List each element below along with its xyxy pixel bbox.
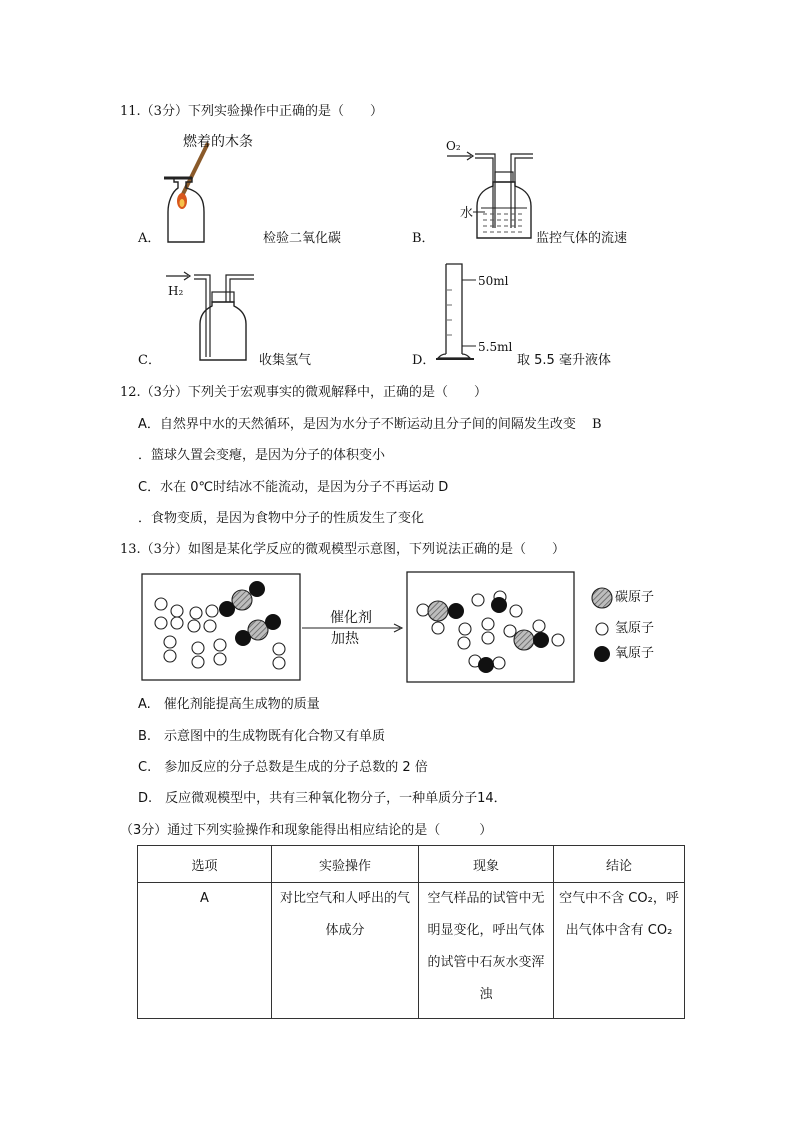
q12-line-1-tail: B bbox=[592, 417, 602, 432]
fig-b-gas-washing-bottle bbox=[445, 142, 555, 242]
q11-option-b-letter: B． bbox=[412, 231, 435, 246]
table-cell-option: A bbox=[138, 883, 272, 1019]
q13-option-a: A. 催化剂能提高生成物的质量 bbox=[138, 697, 320, 712]
legend-carbon: 碳原子 bbox=[615, 590, 655, 605]
legend-oxygen-swatch bbox=[594, 646, 610, 662]
arrow-label-heat: 加热 bbox=[331, 631, 359, 647]
fig-c-collection-bottle bbox=[160, 266, 270, 361]
q11-option-a-letter: A． bbox=[138, 231, 161, 246]
q11-option-b-desc: 监控气体的流速 bbox=[536, 231, 628, 246]
q11-option-d-letter: D． bbox=[412, 353, 436, 368]
q13-option-b: B. 示意图中的生成物既有化合物又有单质 bbox=[138, 729, 386, 744]
q12-line-2: ．篮球久置会变瘪，是因为分子的体积变小 bbox=[138, 448, 386, 463]
fig-b-gas-label: O₂ bbox=[446, 139, 461, 153]
q12-line-4: ．食物变质，是因为食物中分子的性质发生了变化 bbox=[138, 511, 425, 526]
legend-carbon-swatch bbox=[592, 588, 612, 608]
legend-hydrogen: 氢原子 bbox=[615, 621, 655, 636]
table-cell-conclusion: 空气中不含 CO₂，呼 出气体中含有 CO₂ bbox=[554, 883, 685, 1019]
q13-reaction-diagram bbox=[142, 570, 682, 685]
fig-a-label: 燃着的木条 bbox=[183, 134, 253, 150]
table-row bbox=[138, 883, 685, 1019]
q12-line-3: C．水在 0℃时结冰不能流动，是因为分子不再运动 D bbox=[138, 480, 449, 495]
q11-option-a-desc: 检验二氧化碳 bbox=[263, 231, 342, 246]
q12-line-1: A．自然界中水的天然循环，是因为水分子不断运动且分子间的间隔发生改变 bbox=[138, 417, 576, 432]
fig-b-water-label: 水 bbox=[460, 206, 474, 221]
q11-stem: 11.（3分）下列实验操作中正确的是（ ） bbox=[120, 104, 383, 119]
q12-stem: 12.（3分）下列关于宏观事实的微观解释中，正确的是（ ） bbox=[120, 385, 487, 400]
arrow-label-catalyst: 催化剂 bbox=[330, 610, 372, 626]
q14-table bbox=[137, 845, 685, 1019]
fig-d-mark-label: 5.5ml bbox=[478, 340, 513, 354]
table-cell-phenomenon: 空气样品的试管中无 明显变化，呼出气体 的试管中石灰水变浑 浊 bbox=[419, 883, 554, 1019]
q11-option-c-letter: C． bbox=[138, 353, 161, 368]
q13-option-d: D. 反应微观模型中，共有三种氧化物分子，一种单质分子14． bbox=[138, 791, 507, 806]
q14-stem: （3分）通过下列实验操作和现象能得出相应结论的是（ ） bbox=[120, 823, 493, 838]
table-header-phenomenon: 现象 bbox=[419, 846, 554, 883]
table-header-conclusion: 结论 bbox=[554, 846, 685, 883]
fig-c-gas-label: H₂ bbox=[168, 284, 184, 298]
table-header-operation: 实验操作 bbox=[272, 846, 419, 883]
legend-oxygen: 氧原子 bbox=[615, 646, 655, 661]
q13-option-c: C. 参加反应的分子总数是生成的分子总数的 2 倍 bbox=[138, 760, 428, 775]
q11-option-d-desc: 取 5.5 毫升液体 bbox=[517, 353, 611, 368]
q13-stem: 13.（3分）如图是某化学反应的微观模型示意图，下列说法正确的是（ ） bbox=[120, 542, 565, 557]
legend-hydrogen-swatch bbox=[596, 623, 608, 635]
q11-option-c-desc: 收集氢气 bbox=[259, 353, 312, 368]
table-header-option: 选项 bbox=[138, 846, 272, 883]
table-cell-operation: 对比空气和人呼出的气 体成分 bbox=[272, 883, 419, 1019]
fig-d-top-mark: 50ml bbox=[478, 274, 509, 288]
